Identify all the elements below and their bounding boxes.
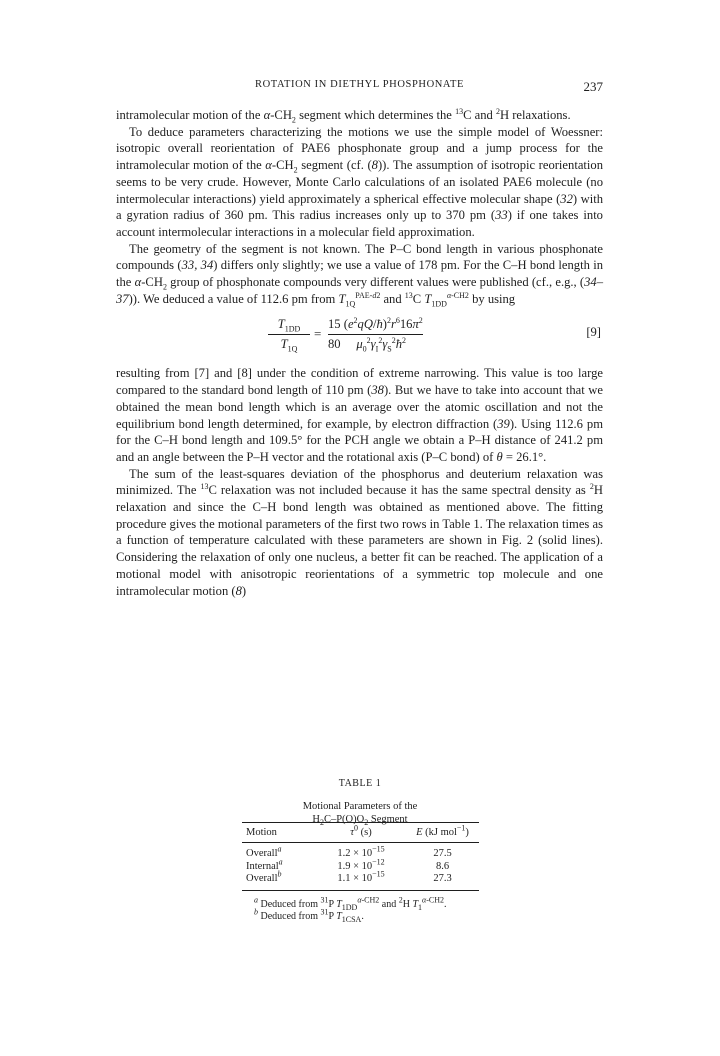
- table-label: TABLE 1: [338, 778, 382, 789]
- row-tau-mantissa: 1.1 × 10: [337, 873, 373, 884]
- row-motion: Overall: [246, 873, 278, 884]
- row-mark: a: [278, 857, 283, 866]
- row-tau-mantissa: 1.2 × 10: [337, 848, 373, 859]
- table-caption-line-1: Motional Parameters of the: [302, 801, 418, 812]
- page-number: 237: [583, 79, 603, 94]
- row-motion: Internal: [246, 860, 279, 872]
- table-header-row: [242, 823, 479, 842]
- row-energy: 8.6: [435, 860, 450, 872]
- row-tau-exponent: −15: [372, 869, 385, 879]
- equation-rhs: $\frac{15 (e^2qQ/ħ)^2r^616\pi^2}{80 \mu_0^2\gamma_I^2\gamma_S^2ħ^2}$: [328, 316, 423, 354]
- table-header-rule: [242, 842, 479, 843]
- table-row: [242, 848, 479, 861]
- row-energy: 27.3: [433, 873, 452, 884]
- row-mark: a: [277, 844, 282, 854]
- equation-number: [9]: [586, 325, 601, 340]
- paragraph-1: intramolecular motion of the $\alpha-CH_2$ segment which determines the $^{13}$C and $^2$H relaxations.: [116, 106, 571, 125]
- paragraph-2: To deduce parameters characterizing the motions we use the simple model of Woessner: isotropic overall reorientation of PAE6 phosphonate group and a jump process for the intramolecular motion of the $\alpha-CH_2$ segment (cf. (8)). The assumption of isotropic reorientation seems to be very crude. However, Monte Carlo calculations of an isolated PAE6 molecule (no intermolecular interactions) yield approximately a spherical effective molecular shape (32) with a gyration radius of 360 pm. This radius increases only up to 370 pm (33) if one takes into account intermolecular interactions in a molecular field approximation.: [116, 124, 604, 239]
- equation-lhs: $\frac{T_{1DD}}{T_{1Q}}$: [268, 317, 310, 352]
- footnote-b: $^b$ Deduced from $^{31}$P $T_{1CSA}$.: [254, 907, 364, 924]
- table-bottom-rule: [242, 890, 479, 891]
- paragraph-3: The geometry of the segment is not known. The P–C bond length in various phosphonate compounds (33, 34) differs only slightly; we use a value of 178 pm. For the C–H bond length in the $\alpha-CH_2$ group of phosphonate compounds very different values were published (cf., e.g., (34–37)). We deduced a value of 112.6 pm from $T_{1Q}^{PAE-d2}$ and $^{13}$C $T_{1DD}^{\alpha-CH2}$ by using: [116, 241, 604, 309]
- header-tau: $\tau^0$ (s): [350, 823, 372, 838]
- equation-9: [116, 311, 603, 363]
- row-motion: Overall: [246, 848, 278, 859]
- table-footnotes: [242, 895, 479, 924]
- page-header: [116, 79, 603, 95]
- running-head: ROTATION IN DIETHYL PHOSPHONATE: [255, 79, 464, 90]
- paragraph-4: resulting from [7] and [8] under the condition of extreme narrowing. This value is too large compared to the standard bond length of 110 pm (38). But we have to take into account that we obtained the mean bond length which is an average over the atomic oscillation and not the equilibrium bond length determined, for example, by electron diffraction (39). Using 112.6 pm for the C–H bond length and 109.5° for the PCH angle we obtain a P–H distance of 241.2 pm and an angle between the P–H vector and the rotational axis (P–C bond) of θ = 26.1°.: [116, 366, 603, 464]
- table-caption-line-2: $H_2C-P(O)O_2$ Segment: [312, 814, 408, 828]
- row-tau-exponent: −15: [372, 844, 385, 854]
- equals-sign: =: [314, 326, 322, 342]
- row-tau-exponent: −12: [372, 857, 385, 866]
- body-text: [116, 107, 603, 599]
- motional-parameters-table: [242, 822, 479, 924]
- footnote-a: $^a$ Deduced from $^{31}$P $T_{1DD}^{\alpha-CH2}$ and $^2$H $T_1^{\alpha-CH2}$.: [254, 895, 447, 912]
- table-row: [242, 873, 479, 886]
- table-title-block: [250, 778, 470, 826]
- row-tau-mantissa: 1.9 × 10: [337, 860, 373, 872]
- row-energy: 27.5: [433, 848, 452, 859]
- header-energy: E (kJ mol$^{-1}$): [416, 823, 469, 838]
- row-mark: b: [277, 869, 282, 879]
- paragraph-5: The sum of the least-squares deviation of the phosphorus and deuterium relaxation was minimized. The $^{13}$C relaxation was not included because it has the same spectral density as $^2$H relaxation and since the C–H bond length was obtained as mentioned above. The fitting procedure gives the motional parameters of the first two rows in Table 1. The relaxation times as a function of temperature calculated with these parameters are shown in Fig. 2 (solid lines). Considering the relaxation of only one nucleus, a better fit can be reached. The application of a motional model with anisotropic reorientations of a symmetric top molecule and one intramolecular motion (8): [116, 466, 603, 598]
- header-motion: Motion: [246, 827, 277, 838]
